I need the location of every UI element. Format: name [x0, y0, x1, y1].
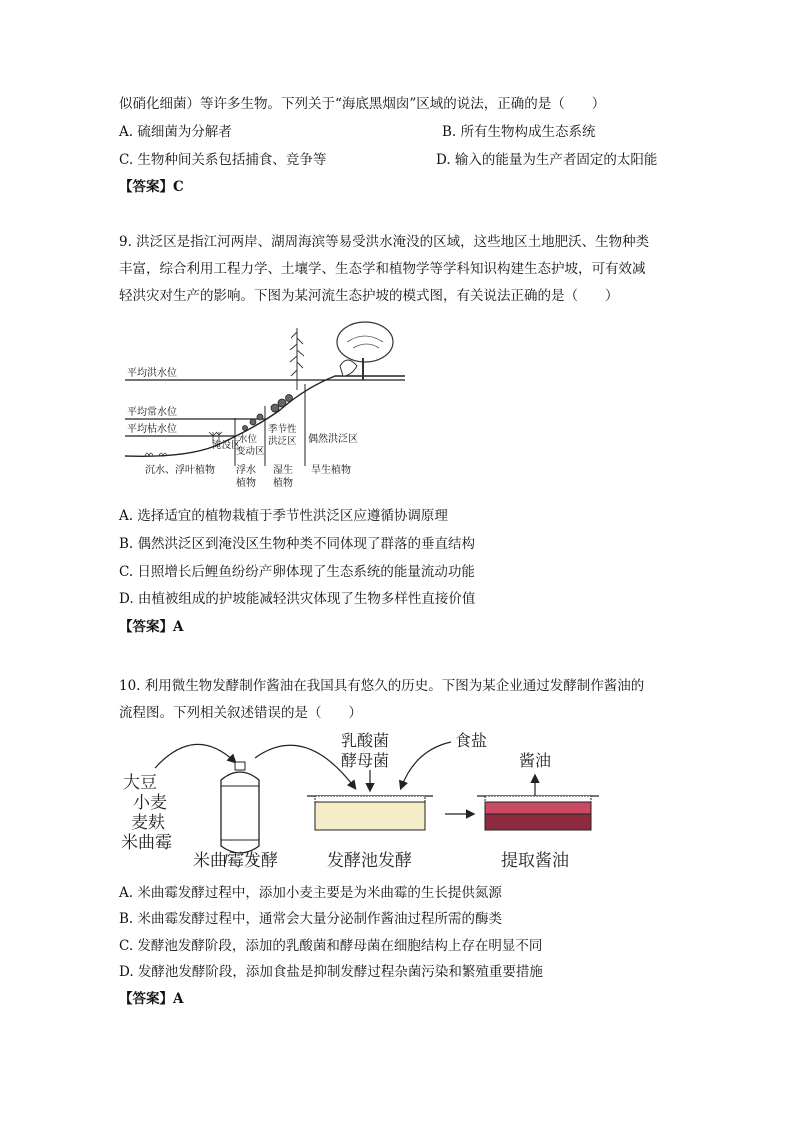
wet-plants-label-1: 湿生: [273, 465, 293, 476]
q8-option-d: D. 输入的能量为生产者固定的太阳能: [436, 152, 658, 168]
q10-stem-line-2: 流程图。下列相关叙述错误的是（ ）: [119, 705, 362, 721]
seasonal-zone-label-2: 洪泛区: [268, 436, 297, 447]
dry-level-label: 平均枯水位: [127, 424, 177, 435]
extraction-pool-icon: [477, 796, 599, 830]
seasonal-zone-label-1: 季节性: [268, 424, 297, 435]
microbe-yeast: 酵母菌: [341, 751, 390, 770]
submerged-plants-label: 沉水、浮叶植物: [145, 465, 215, 476]
step-2-label: 发酵池发酵: [327, 851, 412, 871]
salt-arrow: [401, 742, 451, 788]
tree-icon: [337, 322, 393, 380]
flood-level-label: 平均洪水位: [127, 368, 177, 379]
wet-plants-label-2: 植物: [273, 478, 293, 489]
normal-level-label: 平均常水位: [127, 407, 177, 418]
q10-stem-line-1: 10. 利用微生物发酵制作酱油在我国具有悠久的历史。下图为某企业通过发酵制作酱油的: [119, 678, 645, 694]
fermentation-pool-icon: [307, 796, 433, 830]
q10-answer: 【答案】A: [119, 991, 184, 1007]
flow-arrow: [155, 744, 235, 768]
q9-option-b: B. 偶然洪泛区到淹没区生物种类不同体现了群落的垂直结构: [119, 536, 476, 552]
product-label: 酱油: [519, 751, 552, 770]
floating-plants-label-2: 植物: [236, 478, 256, 489]
q10-option-c: C. 发酵池发酵阶段，添加的乳酸菌和酵母菌在细胞结构上存在明显不同: [119, 938, 543, 954]
reed-icon: [290, 328, 304, 390]
input-aspergillus: 米曲霉: [121, 833, 172, 853]
step-1-label: 米曲霉发酵: [193, 851, 278, 871]
q10-option-d: D. 发酵池发酵阶段，添加食盐是抑制发酵过程杂菌污染和繁殖重要措施: [119, 964, 543, 980]
q10-option-b: B. 米曲霉发酵过程中，通常会大量分泌制作酱油过程所需的酶类: [119, 911, 503, 927]
q8-stem: 似硝化细菌）等许多生物。下列关于“海底黑烟囱”区域的说法，正确的是（ ）: [119, 96, 606, 112]
flow-arrow: [255, 745, 355, 788]
water-change-zone-label-2: 变动区: [236, 446, 265, 457]
fermenter-tank-icon: [221, 762, 259, 864]
input-soybean: 大豆: [123, 773, 157, 793]
q8-answer: 【答案】C: [119, 179, 184, 195]
q8-option-a: A. 硫细菌为分解者: [119, 124, 232, 140]
salt-label: 食盐: [455, 731, 488, 750]
dry-plants-label: 旱生植物: [311, 465, 351, 476]
q9-stem-line-1: 9. 洪泛区是指江河两岸、湖周海滨等易受洪水淹没的区域，这些地区土地肥沃、生物种类: [119, 234, 650, 250]
river-slope-diagram: [115, 318, 415, 496]
soy-sauce-flow-diagram: [115, 728, 605, 874]
occasional-zone-label: 偶然洪泛区: [308, 434, 358, 445]
microbe-lactic: 乳酸菌: [341, 731, 390, 750]
flooded-zone-label: 淹没区: [212, 440, 241, 451]
q9-option-d: D. 由植被组成的护坡能减轻洪灾体现了生物多样性直接价值: [119, 591, 476, 607]
q10-option-a: A. 米曲霉发酵过程中，添加小麦主要是为米曲霉的生长提供氮源: [119, 885, 502, 901]
water-change-zone-label-1: 水位: [238, 434, 258, 445]
q9-stem-line-2: 丰富，综合利用工程力学、土壤学、生态学和植物学等学科知识构建生态护坡，可有效减: [119, 261, 646, 277]
floating-plants-label-1: 浮水: [236, 465, 256, 476]
step-3-label: 提取酱油: [501, 851, 569, 871]
q8-option-c: C. 生物种间关系包括捕食、竞争等: [119, 152, 327, 168]
q9-option-c: C. 日照增长后鲤鱼纷纷产卵体现了生态系统的能量流动功能: [119, 564, 475, 580]
q8-option-b: B. 所有生物构成生态系统: [442, 124, 596, 140]
q9-answer: 【答案】A: [119, 619, 184, 635]
input-wheat: 小麦: [133, 793, 167, 813]
q9-option-a: A. 选择适宜的植物栽植于季节性洪泛区应遵循协调原理: [119, 508, 448, 524]
q9-stem-line-3: 轻洪灾对生产的影响。下图为某河流生态护坡的模式图，有关说法正确的是（ ）: [119, 288, 619, 304]
input-bran: 麦麸: [131, 813, 165, 833]
